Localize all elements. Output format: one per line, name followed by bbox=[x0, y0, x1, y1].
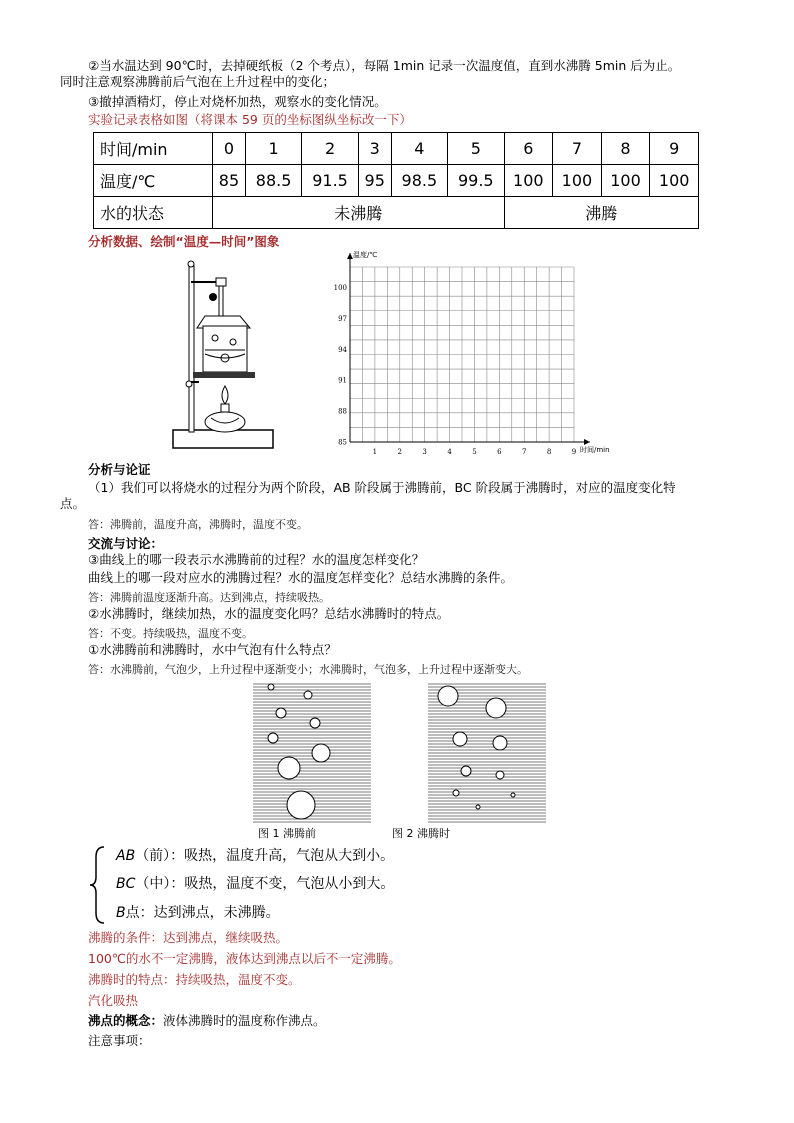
x-tick-label: 2 bbox=[397, 448, 403, 456]
temp-label: 温度/℃ bbox=[94, 165, 213, 197]
time-cell: 9 bbox=[650, 133, 699, 165]
brace-ab-text: （前）：吸热，温度升高，气泡从大到小。 bbox=[135, 848, 395, 864]
x-tick-label: 3 bbox=[422, 448, 427, 456]
time-cell: 2 bbox=[302, 133, 358, 165]
temp-cell: 98.5 bbox=[391, 165, 447, 197]
graph-heading: 分析数据、绘制“温度—时间”图象 bbox=[88, 234, 280, 249]
temp-cell: 95 bbox=[358, 165, 391, 197]
discussion-title: 交流与讨论： bbox=[88, 536, 164, 551]
y-tick-label: 85 bbox=[338, 438, 347, 447]
brace-ab-key: AB bbox=[116, 848, 136, 864]
intro-step2: ②当水温达到 90℃时，去掉硬纸板（2 个考点），每隔 1min 记录一次温度值，直到水沸腾 5min 后为止。 bbox=[88, 58, 681, 73]
vaporization-note: 汽化吸热 bbox=[88, 993, 139, 1008]
brace-b-key: B bbox=[116, 905, 126, 921]
intro-step2-cont: 同时注意观察沸腾前后气泡在上升过程中的变化； bbox=[60, 74, 336, 89]
temp-cell: 100 bbox=[553, 165, 602, 197]
question-3b: 曲线上的哪一段对应水的沸腾过程？水的温度怎样变化？总结水沸腾的条件。 bbox=[88, 570, 514, 585]
temp-cell: 100 bbox=[601, 165, 650, 197]
brace-ab bbox=[116, 848, 394, 864]
bp-key: 沸点的概念： bbox=[88, 1013, 164, 1028]
bp-text: 液体沸腾时的温度称作沸点。 bbox=[163, 1013, 326, 1028]
temp-cell: 100 bbox=[650, 165, 699, 197]
state-row bbox=[94, 197, 699, 229]
x-tick-label: 6 bbox=[497, 448, 502, 456]
apparatus-illustration bbox=[165, 258, 280, 458]
y-tick-label: 91 bbox=[338, 376, 347, 385]
y-axis-title: 温度/℃ bbox=[353, 251, 378, 259]
brace-bc-key: BC bbox=[116, 876, 136, 892]
fig2-caption: 图 2 沸腾时 bbox=[392, 827, 450, 840]
x-tick-label: 8 bbox=[546, 448, 552, 456]
y-tick-label: 94 bbox=[338, 345, 347, 354]
fig1-caption: 图 1 沸腾前 bbox=[258, 827, 316, 840]
answer-1: 答：水沸腾前，气泡少，上升过程中逐渐变小；水沸腾时，气泡多，上升过程中逐渐变大。 bbox=[88, 663, 528, 676]
x-tick-label: 1 bbox=[372, 448, 378, 456]
intro-step3: ③撤掉酒精灯，停止对烧杯加热，观察水的变化情况。 bbox=[88, 94, 387, 109]
x-tick-label: 4 bbox=[447, 448, 452, 456]
time-cell: 7 bbox=[553, 133, 602, 165]
table-caption: 实验记录表格如图（将课本 59 页的坐标图纵坐标改一下） bbox=[88, 112, 412, 127]
time-cell: 3 bbox=[358, 133, 391, 165]
question-3: ③曲线上的哪一段表示水沸腾前的过程？水的温度怎样变化？ bbox=[88, 552, 425, 567]
boiling-point-definition bbox=[88, 1013, 326, 1029]
answer-3: 答：沸腾前温度逐渐升高。达到沸点，持续吸热。 bbox=[88, 591, 330, 604]
y-tick-label: 100 bbox=[333, 284, 347, 293]
y-tick-label: 88 bbox=[338, 407, 347, 416]
y-tick-label: 97 bbox=[338, 314, 347, 323]
brace-bc-text: （中）：吸热，温度不变，气泡从小到大。 bbox=[135, 876, 395, 892]
time-cell: 6 bbox=[504, 133, 553, 165]
temp-cell: 88.5 bbox=[245, 165, 301, 197]
time-label: 时间/min bbox=[94, 133, 213, 165]
state-before: 未沸腾 bbox=[213, 197, 505, 229]
boiling-condition: 沸腾的条件：达到沸点，继续吸热。 bbox=[88, 930, 289, 945]
brace-b bbox=[116, 905, 280, 921]
time-cell: 1 bbox=[245, 133, 301, 165]
note-100c: 100℃的水不一定沸腾，液体达到沸点以后不一定沸腾。 bbox=[88, 951, 401, 966]
time-cell: 4 bbox=[391, 133, 447, 165]
question-1: ①水沸腾前和沸腾时，水中气泡有什么特点？ bbox=[88, 642, 337, 657]
boiling-feature: 沸腾时的特点：持续吸热，温度不变。 bbox=[88, 972, 301, 987]
brace-b-text: 点：达到沸点，未沸腾。 bbox=[125, 905, 280, 921]
temp-row bbox=[94, 165, 699, 197]
x-axis-arrow bbox=[584, 439, 590, 445]
left-brace bbox=[88, 845, 108, 925]
time-cell: 5 bbox=[448, 133, 504, 165]
x-tick-label: 9 bbox=[571, 448, 577, 456]
bubbles-before-boiling-figure bbox=[253, 683, 371, 823]
record-table bbox=[93, 132, 699, 229]
time-row bbox=[94, 133, 699, 165]
time-cell: 8 bbox=[601, 133, 650, 165]
x-axis-title: 时间/min bbox=[580, 446, 610, 454]
question-2: ②水沸腾时，继续加热，水的温度变化吗？总结水沸腾时的特点。 bbox=[88, 606, 450, 621]
analysis-q1-cont: 点。 bbox=[60, 496, 86, 511]
temp-cell: 91.5 bbox=[302, 165, 358, 197]
temp-cell: 85 bbox=[213, 165, 246, 197]
time-cell: 0 bbox=[213, 133, 246, 165]
notes-heading: 注意事项： bbox=[88, 1033, 151, 1048]
state-label: 水的状态 bbox=[94, 197, 213, 229]
analysis-q1: （1）我们可以将烧水的过程分为两个阶段，AB 阶段属于沸腾前，BC 阶段属于沸腾时，对应的温度变化特 bbox=[88, 480, 676, 495]
x-tick-label: 5 bbox=[472, 448, 477, 456]
temp-cell: 100 bbox=[504, 165, 553, 197]
analysis-answer: 答：沸腾前，温度升高，沸腾时，温度不变。 bbox=[88, 518, 308, 531]
x-tick-label: 7 bbox=[521, 448, 527, 456]
analysis-title: 分析与论证 bbox=[88, 462, 151, 477]
temperature-time-chart bbox=[330, 245, 630, 460]
state-after: 沸腾 bbox=[504, 197, 699, 229]
answer-2: 答：不变。持续吸热，温度不变。 bbox=[88, 627, 253, 640]
temp-cell: 99.5 bbox=[448, 165, 504, 197]
brace-bc bbox=[116, 876, 394, 892]
bubbles-while-boiling-figure bbox=[428, 683, 546, 823]
